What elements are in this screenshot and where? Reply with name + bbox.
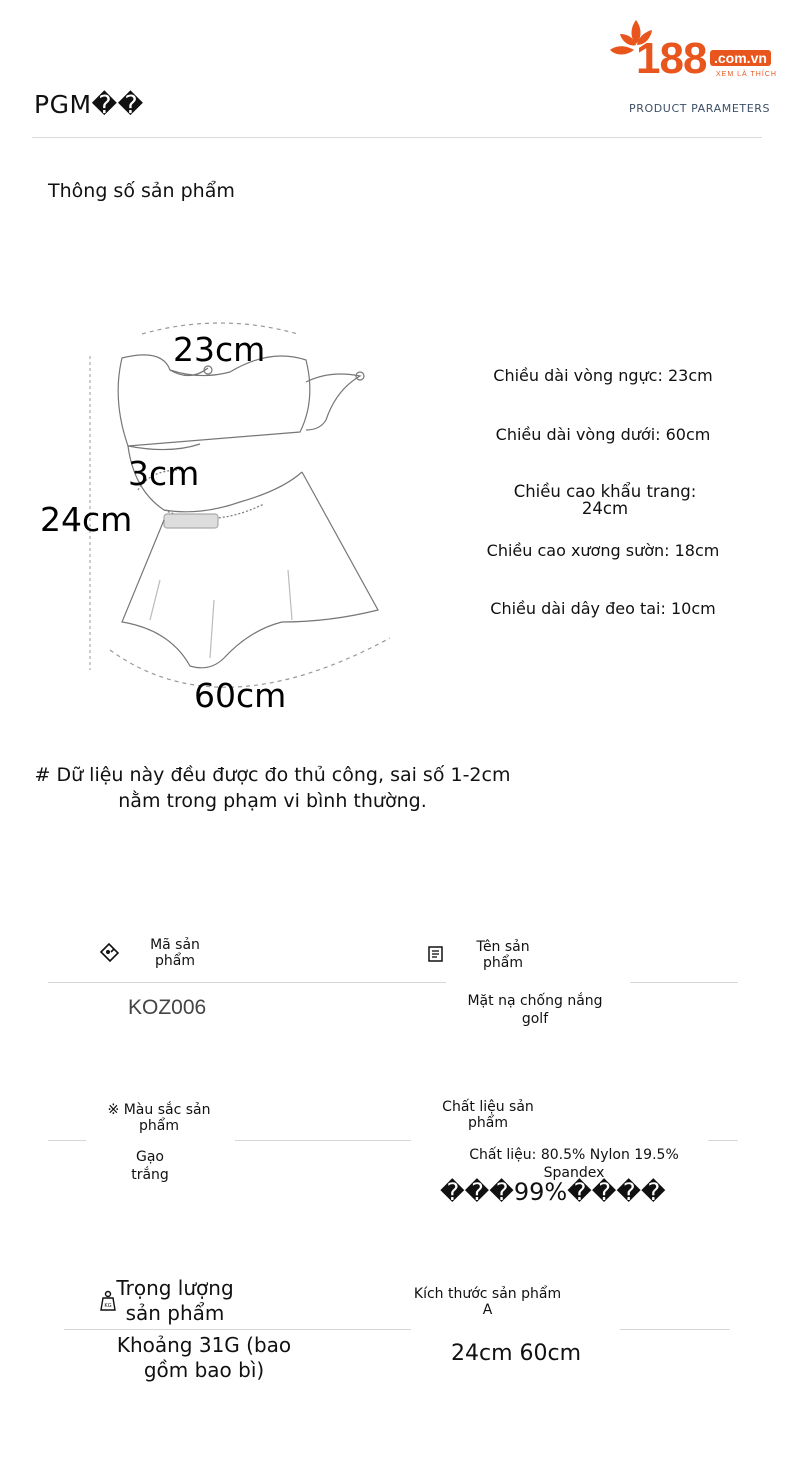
product-weight-value: Khoảng 31G (bao gồm bao bì) <box>116 1333 292 1382</box>
top-width-label: 23cm <box>173 330 266 369</box>
brand-logo[interactable] <box>606 14 786 84</box>
product-code-label: Mã sản phẩm <box>150 937 200 969</box>
row1-right-divider <box>630 982 738 983</box>
note-line-1: # Dữ liệu này đều được đo thủ công, sai số 1-2cm <box>34 764 511 786</box>
product-name-value: Mặt nạ chống nắng golf <box>467 993 603 1027</box>
product-color-value: Gạo trắng <box>131 1149 169 1183</box>
bottom-width-label: 60cm <box>194 676 287 715</box>
product-size-label: Kích thước sản phẩm A <box>413 1286 562 1318</box>
mask-diagram <box>30 320 410 720</box>
header-divider <box>32 137 762 138</box>
product-material-value: Chất liệu: 80.5% Nylon 19.5% Spandex <box>469 1147 679 1181</box>
product-name-label: Tên sản phẩm <box>476 939 530 971</box>
spec-rib-height: Chiều cao xương sườn: 18cm <box>486 541 720 560</box>
nose-depth-label: 3cm <box>128 454 200 493</box>
row2-left-divider-b <box>235 1140 411 1141</box>
brand-tagline: XEM LÀ THÍCH <box>716 71 777 78</box>
note-line-2: nằm trong phạm vi bình thường. <box>118 790 427 812</box>
page-title: PGM�� <box>34 90 144 119</box>
spec-bottom-length: Chiều dài vòng dưới: 60cm <box>495 425 711 444</box>
row2-left-divider-a <box>48 1140 86 1141</box>
page-subtitle: PRODUCT PARAMETERS <box>629 102 771 115</box>
row3-left-divider <box>64 1329 411 1330</box>
row3-right-divider <box>620 1329 730 1330</box>
product-weight-label: Trọng lượng sản phẩm <box>116 1276 234 1325</box>
measurement-note <box>10 762 535 814</box>
height-label: 24cm <box>40 500 133 539</box>
svg-text:KG: KG <box>104 1303 112 1309</box>
document-icon <box>426 944 448 966</box>
tag-icon <box>98 940 120 962</box>
product-size-value: 24cm 60cm <box>451 1341 582 1366</box>
brand-number: 188 <box>636 34 707 83</box>
spec-mask-height: Chiều cao khẩu trang: 24cm <box>513 482 697 518</box>
row2-right-divider <box>708 1140 738 1141</box>
spec-chest-length: Chiều dài vòng ngực: 23cm <box>493 366 713 385</box>
product-material-extra: ���99%���� <box>440 1178 666 1206</box>
product-code-value: KOZ006 <box>128 996 207 1019</box>
brand-domain: .com.vn <box>710 50 771 66</box>
product-color-label: ※ Màu sắc sản phẩm <box>107 1102 211 1134</box>
row1-left-divider <box>48 982 446 983</box>
product-material-label: Chất liệu sản phẩm <box>442 1099 534 1131</box>
spec-ear-strap-length: Chiều dài dây đeo tai: 10cm <box>490 599 716 618</box>
section-title: Thông số sản phẩm <box>48 180 235 202</box>
